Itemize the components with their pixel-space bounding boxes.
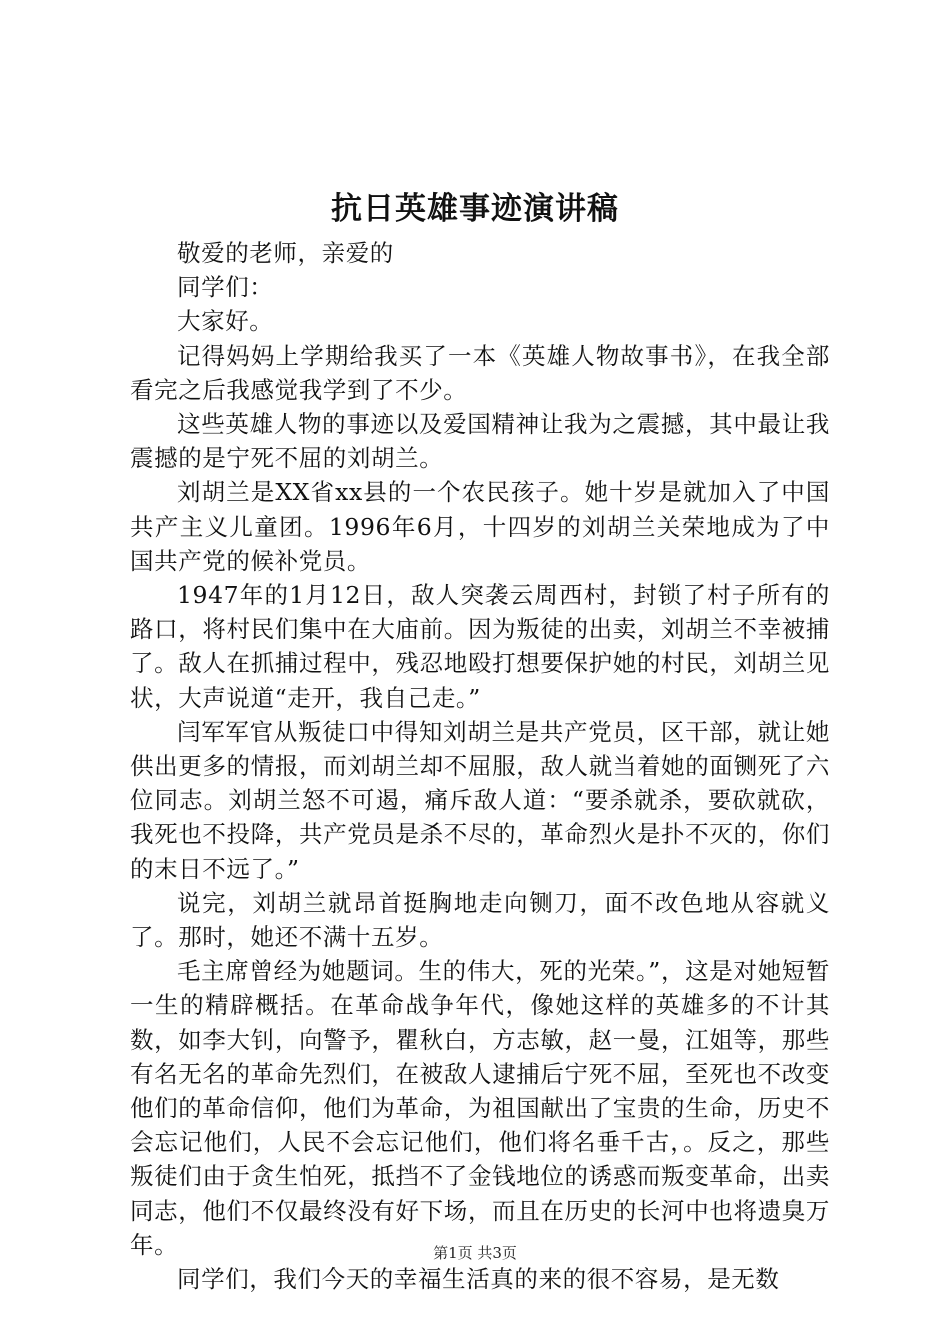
paragraph-greeting-students: 同学们： bbox=[177, 273, 274, 302]
document-title: 抗日英雄事迹演讲稿 bbox=[331, 191, 619, 227]
paragraph: 毛主席曾经为她题词。生的伟大，死的光荣。”，这是对她短暂一生的精辟概括。在革命战争年代，像她这样的英雄多的不计其数，如李大钊，向警予，瞿秋白，方志敏，赵一曼，江姐等，那些有名无名的革命先烈们，在被敌人逮捕后宁死不屈，至死也不改变他们的革命信仰，他们为革命，为祖国献出了宝贵的生命，历史不会忘记他们，人民不会忘记他们，他们将名垂千古，。反之，那些叛徒们由于贪生怕死，抵挡不了金钱地位的诱惑而叛变革命，出卖同志，他们不仅最终没有好下场，而且在历史的长河中也将遗臭万年。 bbox=[130, 957, 830, 1259]
paragraph: 记得妈妈上学期给我买了一本《英雄人物故事书》，在我全部看完之后我感觉我学到了不少。 bbox=[130, 341, 830, 404]
paragraph: 说完，刘胡兰就昂首挺胸地走向铡刀，面不改色地从容就义了。那时，她还不满十五岁。 bbox=[130, 888, 830, 952]
paragraph: 这些英雄人物的事迹以及爱国精神让我为之震撼，其中最让我震撼的是宁死不屈的刘胡兰。 bbox=[130, 410, 830, 473]
paragraph-greeting: 敬爱的老师，亲爱的 bbox=[177, 239, 394, 267]
paragraph: 闫军军官从叛徒口中得知刘胡兰是共产党员，区干部，就让她供出更多的情报，而刘胡兰却不屈服，敌人就当着她的面铡死了六位同志。刘胡兰怒不可遏，痛斥敌人道：“要杀就杀，要砍就砍，我死也不投降，共产党员是杀不尽的，革命烈火是扑不灭的，你们的末日不远了。” bbox=[130, 717, 830, 883]
page-number-footer: 第1页 共3页 bbox=[433, 1244, 517, 1262]
paragraph-hello: 大家好。 bbox=[177, 307, 274, 336]
document-body bbox=[130, 236, 830, 1296]
paragraph: 刘胡兰是XX省xx县的一个农民孩子。她十岁是就加入了中国共产主义儿童团。1996年6月，十四岁的刘胡兰关荣地成为了中国共产党的候补党员。 bbox=[130, 478, 830, 575]
paragraph: 同学们，我们今天的幸福生活真的来的很不容易，是无数 bbox=[177, 1265, 780, 1294]
paragraph: 1947年的1月12日，敌人突袭云周西村，封锁了村子所有的路口，将村民们集中在大庙前。因为叛徒的出卖，刘胡兰不幸被捕了。敌人在抓捕过程中，残忍地殴打想要保护她的村民，刘胡兰见状，大声说道“走开，我自己走。” bbox=[130, 581, 830, 712]
